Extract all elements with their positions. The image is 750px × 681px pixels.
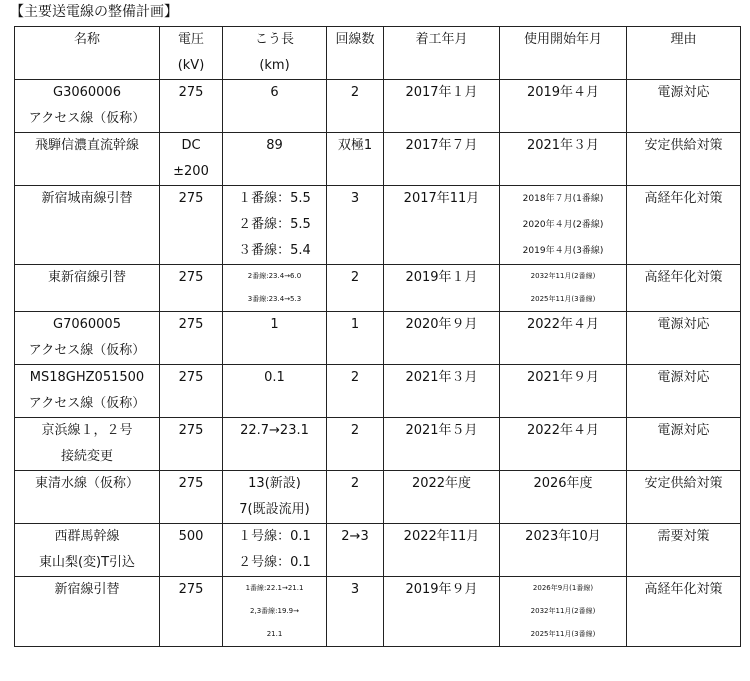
cell-voltage: 275	[160, 577, 223, 647]
cell-circuits: 1	[327, 312, 384, 365]
cell-length: 2番線:23.4→6.0 3番線:23.4→5.3	[223, 265, 327, 312]
table-row	[15, 186, 741, 265]
cell-circuits: 2	[327, 80, 384, 133]
cell-name: G7060005 アクセス線（仮称）	[15, 312, 160, 365]
table-row	[15, 133, 741, 186]
cell-voltage: 275	[160, 265, 223, 312]
cell-reason: 電源対応	[627, 365, 741, 418]
cell-voltage: 275	[160, 186, 223, 265]
cell-reason: 電源対応	[627, 80, 741, 133]
header-voltage: 電圧 (kV)	[160, 27, 223, 80]
cell-voltage: DC ±200	[160, 133, 223, 186]
cell-reason: 高経年化対策	[627, 265, 741, 312]
cell-name: 新宿城南線引替	[15, 186, 160, 265]
table-row	[15, 365, 741, 418]
cell-reason: 高経年化対策	[627, 577, 741, 647]
cell-start: 2022年度	[384, 471, 500, 524]
cell-voltage: 275	[160, 418, 223, 471]
cell-start: 2020年９月	[384, 312, 500, 365]
cell-length: 13(新設) 7(既設流用)	[223, 471, 327, 524]
cell-circuits: 2	[327, 418, 384, 471]
cell-length: 1番線:22.1→21.1 2,3番線:19.9→ 21.1	[223, 577, 327, 647]
cell-start: 2019年９月	[384, 577, 500, 647]
table-row	[15, 577, 741, 647]
cell-reason: 需要対策	[627, 524, 741, 577]
cell-operation: 2019年４月	[500, 80, 627, 133]
cell-operation: 2022年４月	[500, 418, 627, 471]
cell-name: 京浜線１，２号 接続変更	[15, 418, 160, 471]
cell-voltage: 275	[160, 312, 223, 365]
table-row	[15, 471, 741, 524]
table-row	[15, 418, 741, 471]
header-start: 着工年月	[384, 27, 500, 80]
cell-voltage: 500	[160, 524, 223, 577]
cell-operation: 2032年11月(2番線) 2025年11月(3番線)	[500, 265, 627, 312]
cell-name: MS18GHZ051500 アクセス線（仮称）	[15, 365, 160, 418]
header-circuits: 回線数	[327, 27, 384, 80]
cell-operation: 2023年10月	[500, 524, 627, 577]
cell-operation: 2022年４月	[500, 312, 627, 365]
cell-start: 2021年５月	[384, 418, 500, 471]
cell-circuits: 2	[327, 265, 384, 312]
header-reason: 理由	[627, 27, 741, 80]
table-row	[15, 524, 741, 577]
transmission-line-plan-table	[14, 26, 741, 647]
cell-start: 2021年３月	[384, 365, 500, 418]
cell-reason: 高経年化対策	[627, 186, 741, 265]
cell-length: １号線：0.1 ２号線：0.1	[223, 524, 327, 577]
cell-name: 東新宿線引替	[15, 265, 160, 312]
cell-name: 西群馬幹線 東山梨(変)T引込	[15, 524, 160, 577]
cell-name: 東清水線（仮称）	[15, 471, 160, 524]
cell-length: 1	[223, 312, 327, 365]
cell-name: G3060006 アクセス線（仮称）	[15, 80, 160, 133]
cell-name: 新宿線引替	[15, 577, 160, 647]
table-row	[15, 312, 741, 365]
cell-operation: 2021年９月	[500, 365, 627, 418]
cell-name: 飛騨信濃直流幹線	[15, 133, 160, 186]
cell-length: １番線：5.5 ２番線：5.5 ３番線：5.4	[223, 186, 327, 265]
cell-operation: 2026年9月(1番線) 2032年11月(2番線) 2025年11月(3番線)	[500, 577, 627, 647]
cell-length: 89	[223, 133, 327, 186]
header-length: こう長 (km)	[223, 27, 327, 80]
cell-reason: 電源対応	[627, 312, 741, 365]
cell-voltage: 275	[160, 471, 223, 524]
cell-circuits: 3	[327, 577, 384, 647]
cell-start: 2017年１月	[384, 80, 500, 133]
cell-circuits: 双極1	[327, 133, 384, 186]
header-name: 名称	[15, 27, 160, 80]
header-operation: 使用開始年月	[500, 27, 627, 80]
cell-start: 2017年11月	[384, 186, 500, 265]
table-row	[15, 80, 741, 133]
cell-operation: 2021年３月	[500, 133, 627, 186]
table-row	[15, 265, 741, 312]
cell-length: 6	[223, 80, 327, 133]
cell-circuits: 2	[327, 365, 384, 418]
cell-operation: 2018年７月(1番線) 2020年４月(2番線) 2019年４月(3番線)	[500, 186, 627, 265]
cell-circuits: 3	[327, 186, 384, 265]
cell-voltage: 275	[160, 365, 223, 418]
cell-reason: 安定供給対策	[627, 471, 741, 524]
cell-operation: 2026年度	[500, 471, 627, 524]
cell-length: 22.7→23.1	[223, 418, 327, 471]
page-title: 【主要送電線の整備計画】	[10, 4, 178, 20]
cell-length: 0.1	[223, 365, 327, 418]
header-row	[15, 27, 741, 80]
cell-circuits: 2→3	[327, 524, 384, 577]
cell-voltage: 275	[160, 80, 223, 133]
cell-start: 2019年１月	[384, 265, 500, 312]
cell-circuits: 2	[327, 471, 384, 524]
cell-reason: 安定供給対策	[627, 133, 741, 186]
cell-reason: 電源対応	[627, 418, 741, 471]
cell-start: 2017年７月	[384, 133, 500, 186]
cell-start: 2022年11月	[384, 524, 500, 577]
